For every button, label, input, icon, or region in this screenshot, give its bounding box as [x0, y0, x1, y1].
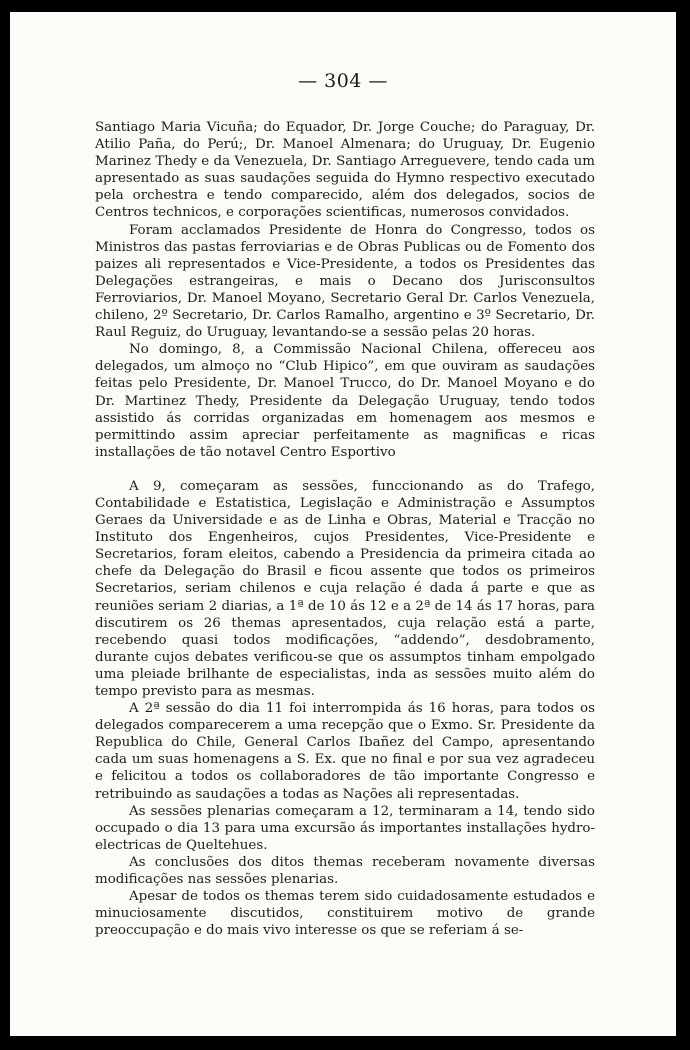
- document-page: [10, 12, 676, 1036]
- paragraph: As conclusões dos ditos themas receberam novamente diversas modificações nas sessões plenarias.: [95, 854, 595, 888]
- paragraph: No domingo, 8, a Commissão Nacional Chilena, offereceu aos delegados, um almoço no “Club Hipico”, em que ouviram as saudações feitas pelo Presidente, Dr. Manoel Trucco, do Dr. Manoel Moyano e do Dr. Martinez Thedy, Presidente da Delegação Uruguay, tendo todos assistido ás corridas organizadas em homenagem aos mesmos e permittindo assim apreciar perfeitamente as magnificas e ricas installações de tão notavel Centro Esportivo: [95, 342, 595, 460]
- paragraph: Foram acclamados Presidente de Honra do Congresso, todos os Ministros das pastas ferroviarias e de Obras Publicas ou de Fomento dos paizes ali representados e Vice-Presidente, a todos os Presidentes das Delegações estrangeiras, e mais o Decano dos Jurisconsultos Ferroviarios, Dr. Manoel Moyano, Secretario Geral Dr. Carlos Venezuela, chileno, 2º Secretario, Dr. Carlos Ramalho, argentino e 3º Secretario, Dr. Raul Reguiz, do Uruguay, levantando-se a sessão pelas 20 horas.: [95, 222, 595, 341]
- paragraph: A 2ª sessão do dia 11 foi interrompida ás 16 horas, para todos os delegados comparecerem a uma recepção que o Exmo. Sr. Presidente da Republica do Chile, General Carlos Ibañez del Campo, apresentando cada um suas homenagens a S. Ex. que no final e por sua vez agradeceu e felicitou a todos os collaboradores de tão importante Congresso e retribuindo as saudações a todas as Nações ali representadas.: [95, 701, 595, 802]
- paragraph: Apesar de todos os themas terem sido cuidadosamente estudados e minuciosamente discutidos, constituirem motivo de grande preoccupação e do mais vivo interesse os que se referiam á se-: [95, 889, 595, 939]
- paragraph: As sessões plenarias começaram a 12, terminaram a 14, tendo sido occupado o dia 13 para uma excursão ás importantes installações hydro-electricas de Queltehues.: [95, 803, 595, 853]
- paragraph: A 9, começaram as sessões, funccionando as do Trafego, Contabilidade e Estatistica, Legislação e Administração e Assumptos Geraes da Universidade e as de Linha e Obras, Material e Tracção no Instituto dos Engenheiros, cujos Presidentes, Vice-Presidente e Secretarios, foram eleitos, cabendo a Presidencia da primeira citada ao chefe da Delegação do Brasil e ficou assente que todos os primeiros Secretarios, seriam chilenos e cuja relação é dada á parte e que as reuniões seriam 2 diarias, a 1ª de 10 ás 12 e a 2ª de 14 ás 17 horas, para discutirem os 26 themas apresentados, cuja relação está a parte, recebendo quasi todos modificações, “addendo”, desdobramento, durante cujos debates verificou-se que os assumptos tinham empolgado uma pleiade brilhante de especialistas, inda as sessões muito além do tempo previsto para as mesmas.: [95, 478, 595, 699]
- body-text: [95, 119, 595, 939]
- paragraph: Santiago Maria Vicuña; do Equador, Dr. Jorge Couche; do Paraguay, Dr. Atilio Paña, do Perú;, Dr. Manoel Almenara; do Uruguay, Dr. Eugenio Marinez Thedy e da Venezuela, Dr. Santiago Arreguevere, tendo cada um apresentado as suas saudações seguida do Hymno respectivo executado pela orchestra e tendo comparecido, além dos delegados, socios de Centros technicos, e corporações scientificas, numerosos convidados.: [95, 120, 595, 221]
- page-number: — 304 —: [298, 70, 388, 92]
